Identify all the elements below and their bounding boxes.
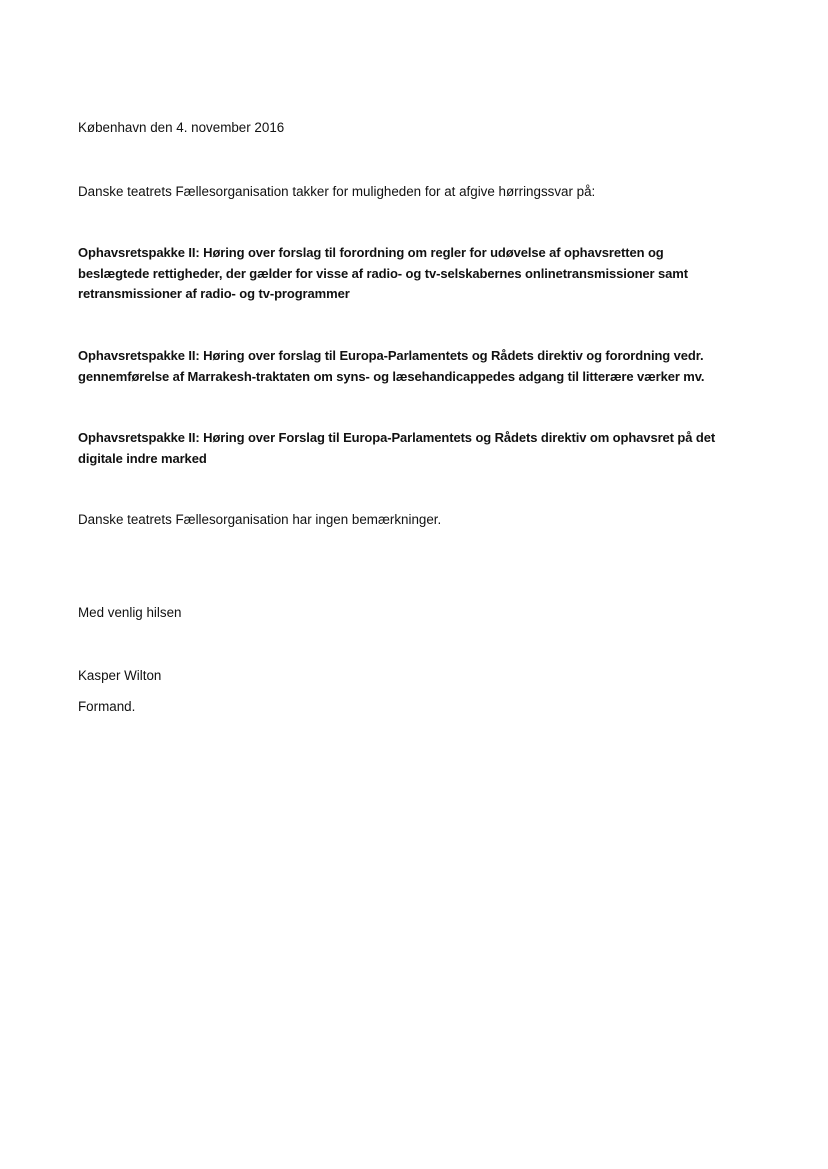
consultation-item-3-line-1: Ophavsretspakke II: Høring over Forslag til Europa-Parlamentets og Rådets direktiv om ophavsret på det bbox=[78, 430, 716, 445]
intro-paragraph: Danske teatrets Fællesorganisation takker for muligheden for at afgive hørringssvar på: bbox=[78, 184, 596, 199]
consultation-item-2 bbox=[78, 346, 704, 387]
signatory-name: Kasper Wilton bbox=[78, 668, 162, 683]
consultation-item-1-line-3: retransmissioner af radio- og tv-programmer bbox=[78, 286, 350, 301]
consultation-item-3 bbox=[78, 428, 715, 469]
consultation-item-1-line-2: beslægtede rettigheder, der gælder for visse af radio- og tv-selskabernes onlinetransmissioner samt bbox=[78, 265, 688, 281]
signatory-title: Formand. bbox=[78, 699, 136, 714]
statement-paragraph: Danske teatrets Fællesorganisation har ingen bemærkninger. bbox=[78, 512, 442, 527]
date-line: København den 4. november 2016 bbox=[78, 120, 285, 135]
consultation-item-3-line-2: digitale indre marked bbox=[78, 450, 207, 466]
consultation-item-1 bbox=[78, 243, 688, 305]
consultation-item-2-line-2: gennemførelse af Marrakesh-traktaten om syns- og læsehandicappedes adgang til litterære værker mv. bbox=[78, 368, 705, 384]
consultation-item-2-line-1: Ophavsretspakke II: Høring over forslag til Europa-Parlamentets og Rådets direktiv og forordning vedr. bbox=[78, 348, 704, 363]
closing-salutation: Med venlig hilsen bbox=[78, 605, 182, 620]
consultation-item-1-line-1: Ophavsretspakke II: Høring over forslag til forordning om regler for udøvelse af ophavsretten og bbox=[78, 245, 664, 260]
